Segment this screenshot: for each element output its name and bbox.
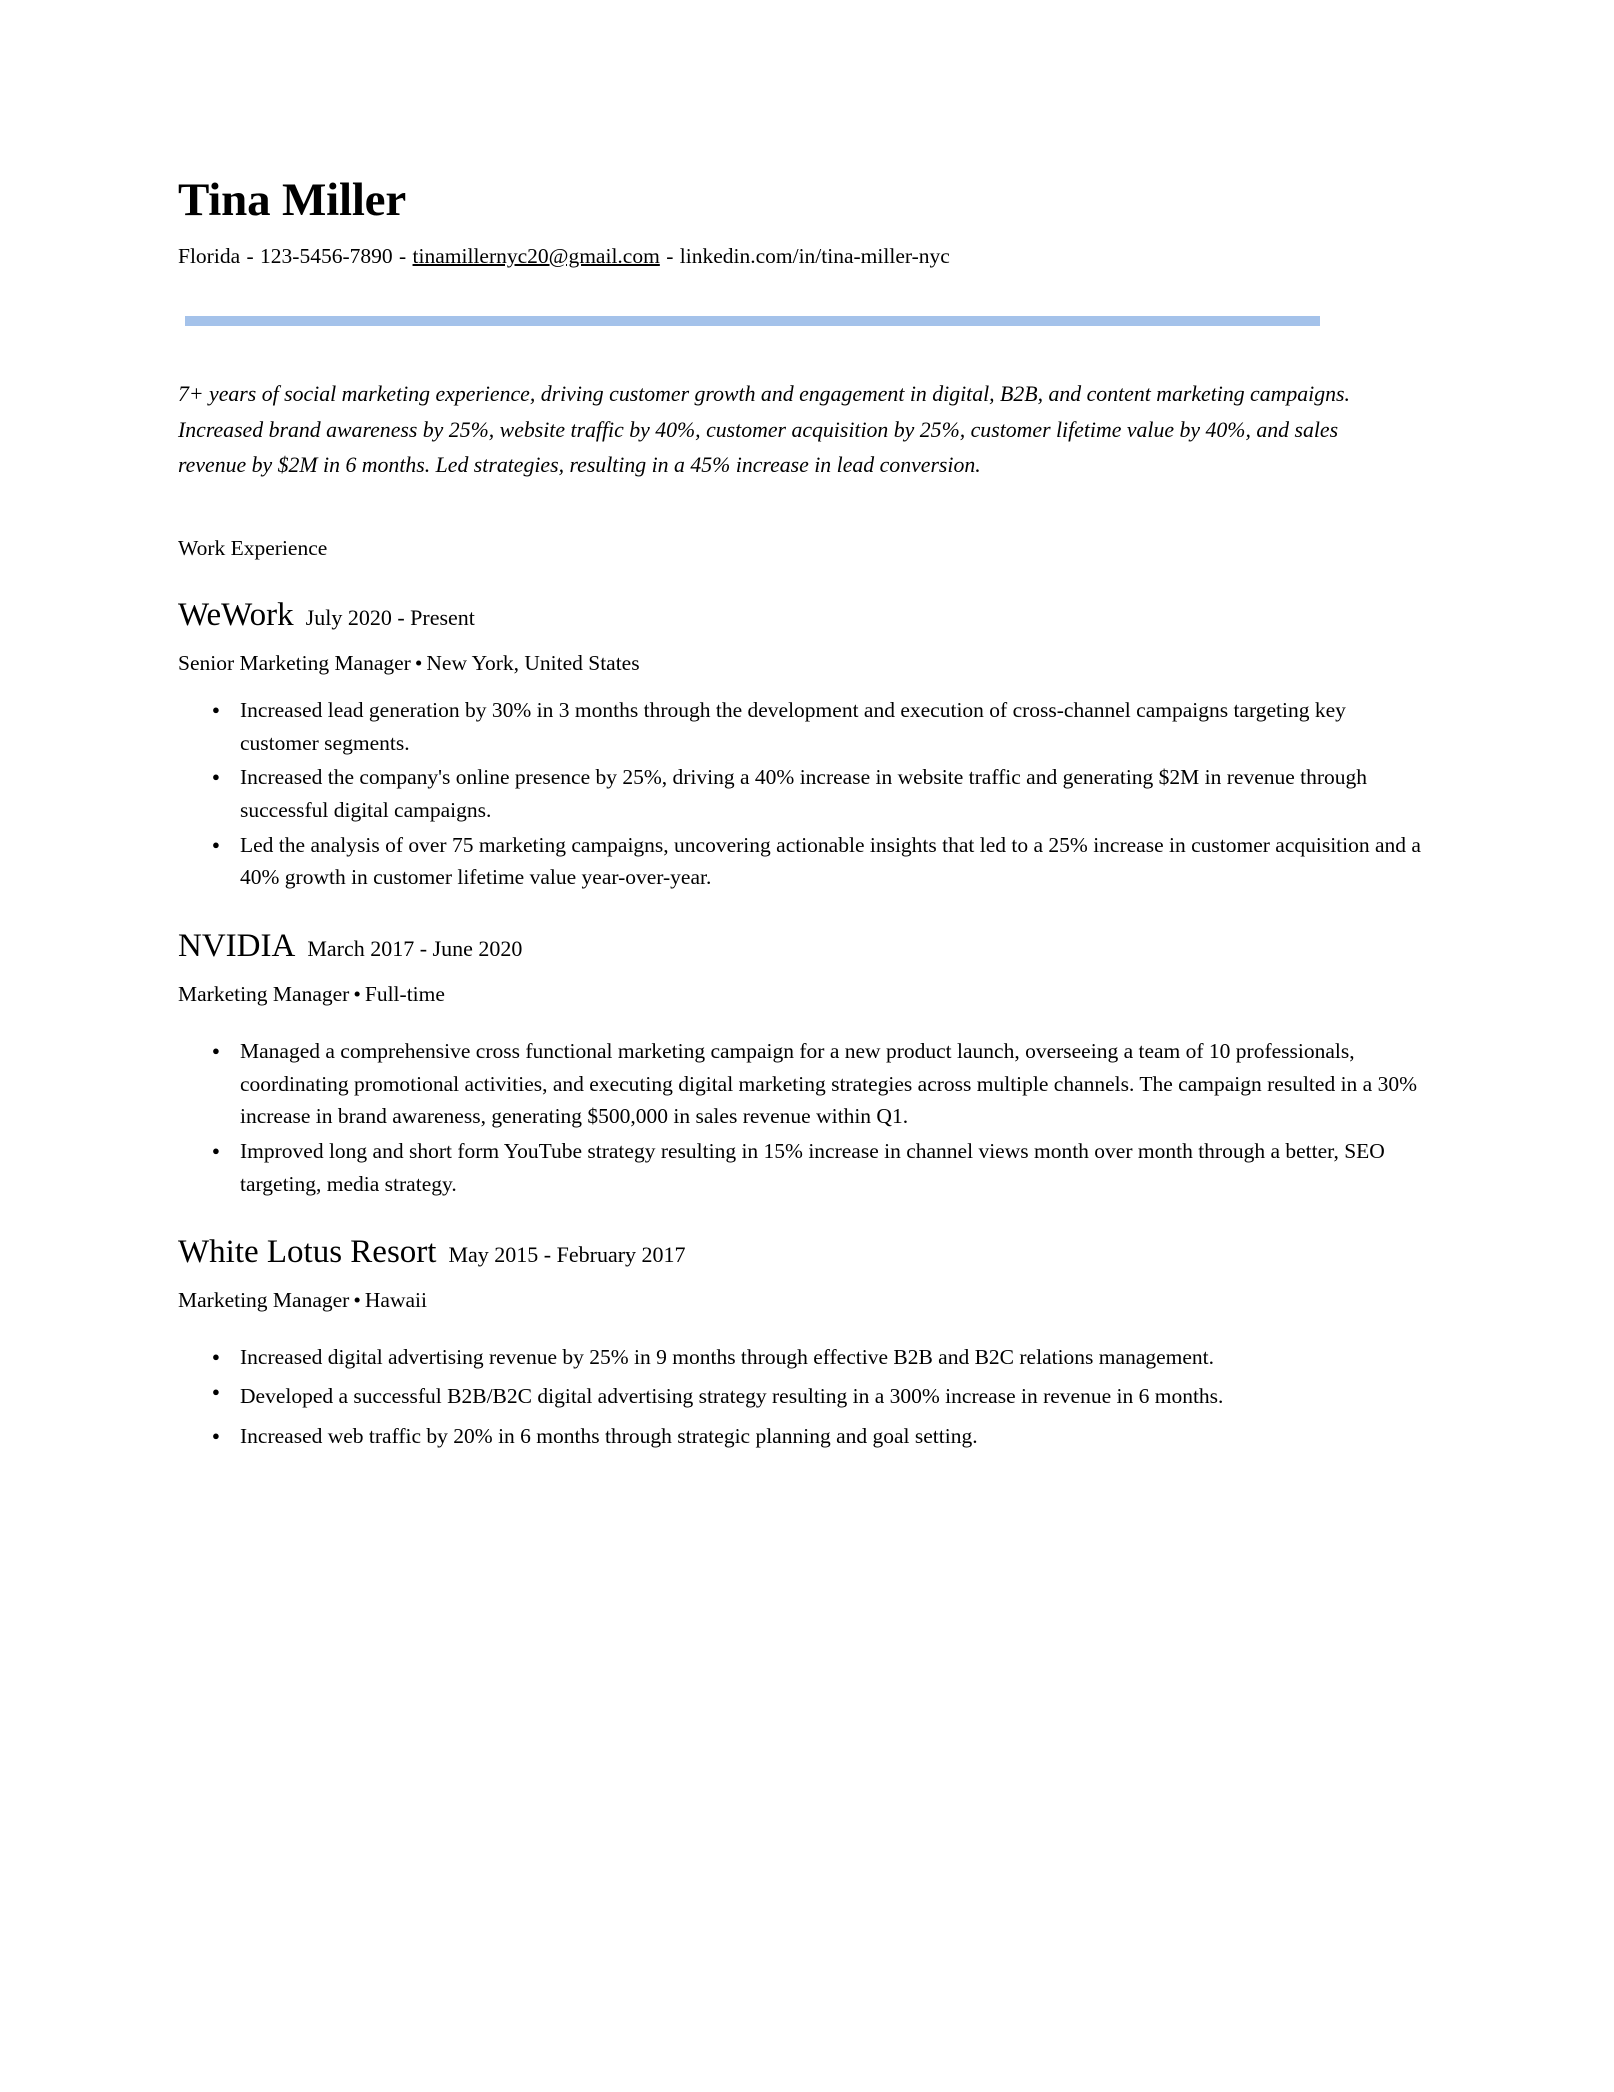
- job-title: Senior Marketing Manager: [178, 651, 411, 676]
- job-bullet: ● Increased the company's online presence by 25%, driving a 40% increase in website traffic and generating $2M in revenue through successful digital campaigns.: [178, 761, 1424, 826]
- job-title: Marketing Manager: [178, 982, 350, 1007]
- job-title: Marketing Manager: [178, 1288, 350, 1313]
- accent-divider-wrapper: [185, 316, 1424, 326]
- job-bullet: ● Improved long and short form YouTube strategy resulting in 15% increase in channel views month over month through a better, SEO targeting, media strategy.: [178, 1135, 1424, 1200]
- job-bullet: ● Managed a comprehensive cross functional marketing campaign for a new product launch, overseeing a team of 10 professionals, coordinating promotional activities, and executing digital marketing strategies across multiple channels. The campaign resulted in a 30% increase in brand awareness, generating $500,000 in sales revenue within Q1.: [178, 1035, 1424, 1133]
- contact-line: [178, 243, 1424, 271]
- job-bullet: ● Developed a successful B2B/B2C digital advertising strategy resulting in a 300% increase in revenue in 6 months.: [178, 1376, 1424, 1418]
- job-bullet-list: [178, 1035, 1424, 1200]
- job-entry: [178, 928, 1424, 1200]
- job-subtitle-separator: •: [353, 1288, 361, 1313]
- contact-location: Florida: [178, 244, 241, 269]
- contact-phone: 123-5456-7890: [260, 244, 393, 269]
- job-date-range: March 2017 - June 2020: [307, 936, 523, 962]
- job-location: Hawaii: [364, 1288, 427, 1313]
- job-company-name: WeWork: [178, 597, 294, 634]
- job-date-range: July 2020 - Present: [305, 605, 475, 631]
- contact-separator-1: -: [241, 244, 260, 269]
- job-bullet: ● Increased digital advertising revenue by 25% in 9 months through effective B2B and B2C relations management.: [178, 1341, 1424, 1374]
- job-header: [178, 928, 1424, 966]
- job-subtitle-separator: •: [353, 982, 361, 1007]
- job-location: New York, United States: [426, 651, 640, 676]
- job-bullet-list: [178, 1341, 1424, 1452]
- job-bullet: ● Increased lead generation by 30% in 3 months through the development and execution of cross-channel campaigns targeting key customer segments.: [178, 694, 1424, 759]
- job-bullet-list: [178, 694, 1424, 894]
- job-header: [178, 597, 1424, 635]
- job-company-name: NVIDIA: [178, 928, 296, 965]
- professional-summary: 7+ years of social marketing experience, driving customer growth and engagement in digital, B2B, and content marketing campaigns. Increased brand awareness by 25%, website traffic by 40%, customer acquisition by 25%, customer lifetime value by 40%, and sales revenue by $2M in 6 months. Led strategies, resulting in a 45% increase in lead conversion.: [178, 382, 1350, 477]
- job-entry: [178, 1234, 1424, 1452]
- contact-email-link[interactable]: tinamillernyc20@gmail.com: [412, 244, 660, 269]
- job-entry: [178, 597, 1424, 894]
- section-heading-work-experience: Work Experience: [178, 536, 328, 561]
- job-subtitle-separator: •: [414, 651, 423, 676]
- job-subtitle: [178, 980, 1424, 1009]
- contact-separator-2: -: [393, 244, 412, 269]
- job-subtitle: [178, 1286, 1424, 1315]
- job-company-name: White Lotus Resort: [178, 1234, 437, 1271]
- job-date-range: May 2015 - February 2017: [448, 1242, 686, 1268]
- candidate-name: Tina Miller: [178, 174, 407, 226]
- contact-linkedin: linkedin.com/in/tina-miller-nyc: [679, 244, 950, 269]
- job-location: Full-time: [364, 982, 445, 1007]
- job-subtitle: [178, 649, 1424, 678]
- job-bullet: ● Led the analysis of over 75 marketing campaigns, uncovering actionable insights that led to a 25% increase in customer acquisition and a 40% growth in customer lifetime value year-over-year.: [178, 829, 1424, 894]
- job-bullet: ● Increased web traffic by 20% in 6 months through strategic planning and goal setting.: [178, 1420, 1424, 1453]
- job-header: [178, 1234, 1424, 1272]
- contact-separator-3: -: [660, 244, 679, 269]
- accent-divider-bar: [185, 316, 1320, 326]
